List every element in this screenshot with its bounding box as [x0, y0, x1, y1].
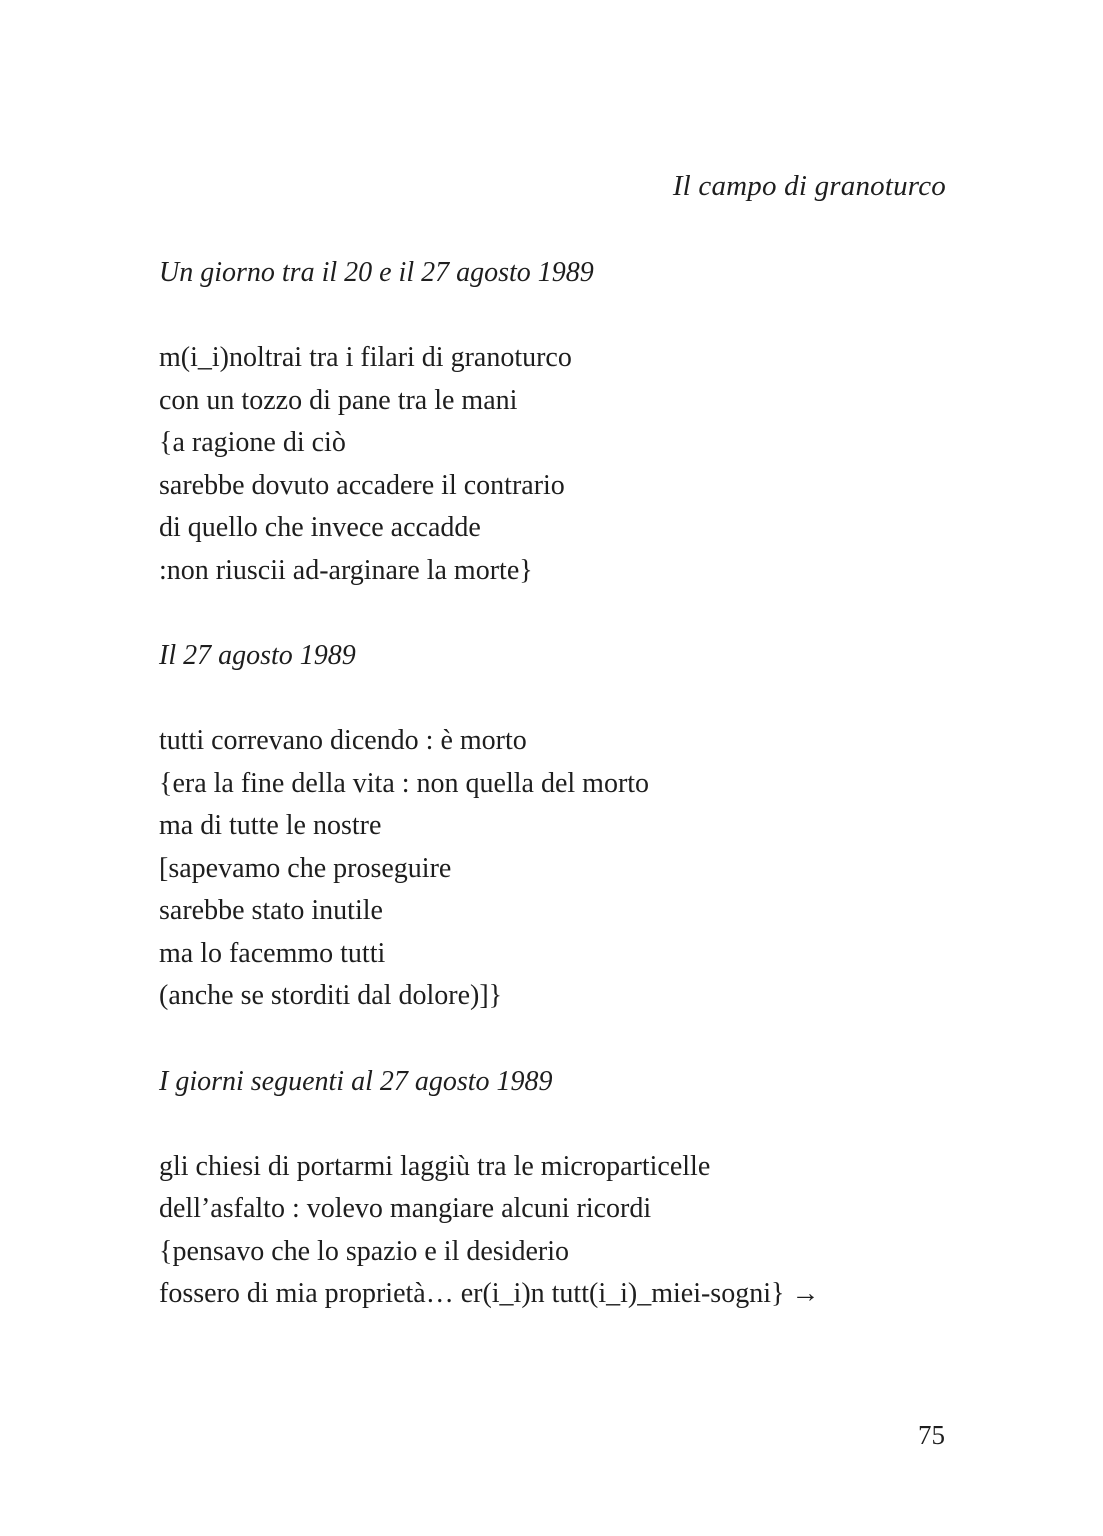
poem-line: (anche se storditi dal dolore)]}	[159, 980, 503, 1011]
section-heading-3: I giorni seguenti al 27 agosto 1989	[159, 1065, 553, 1097]
section-heading-2: Il 27 agosto 1989	[159, 640, 356, 671]
poem-line: m(i_i)noltrai tra i filari di granoturco	[159, 342, 572, 373]
poem-title: Il campo di granoturco	[672, 170, 946, 202]
poem-line: sarebbe dovuto accadere il contrario	[159, 469, 565, 501]
poem-line: {a ragione di ciò	[159, 427, 346, 458]
poem-line: :non riuscii ad-arginare la morte}	[159, 554, 533, 586]
poem-line: con un tozzo di pane tra le mani	[159, 384, 518, 416]
poem-line: di quello che invece accadde	[159, 512, 481, 543]
poem-line: gli chiesi di portarmi laggiù tra le microparticelle	[159, 1150, 711, 1182]
poem-line: tutti correvano dicendo : è morto	[159, 725, 527, 756]
poem-line: sarebbe stato inutile	[159, 895, 383, 926]
poem-body	[159, 252, 959, 1316]
poem-line: fossero di mia proprietà… er(i_i)n tutt(i_i)_miei-sogni} →	[159, 1278, 820, 1309]
page-number: 75	[918, 1420, 945, 1450]
poem-line: dell’asfalto : volevo mangiare alcuni ricordi	[159, 1193, 652, 1224]
stanza-1	[159, 337, 959, 592]
stanza-2	[159, 720, 959, 1018]
stanza-3	[159, 1146, 959, 1316]
poem-line: ma di tutte le nostre	[159, 810, 382, 841]
section-heading-1: Un giorno tra il 20 e il 27 agosto 1989	[159, 257, 594, 288]
poem-line: ma lo facemmo tutti	[159, 937, 386, 969]
poem-line: {era la fine della vita : non quella del morto	[159, 767, 650, 799]
poem-line: {pensavo che lo spazio e il desiderio	[159, 1235, 569, 1267]
poem-line: [sapevamo che proseguire	[159, 852, 452, 884]
